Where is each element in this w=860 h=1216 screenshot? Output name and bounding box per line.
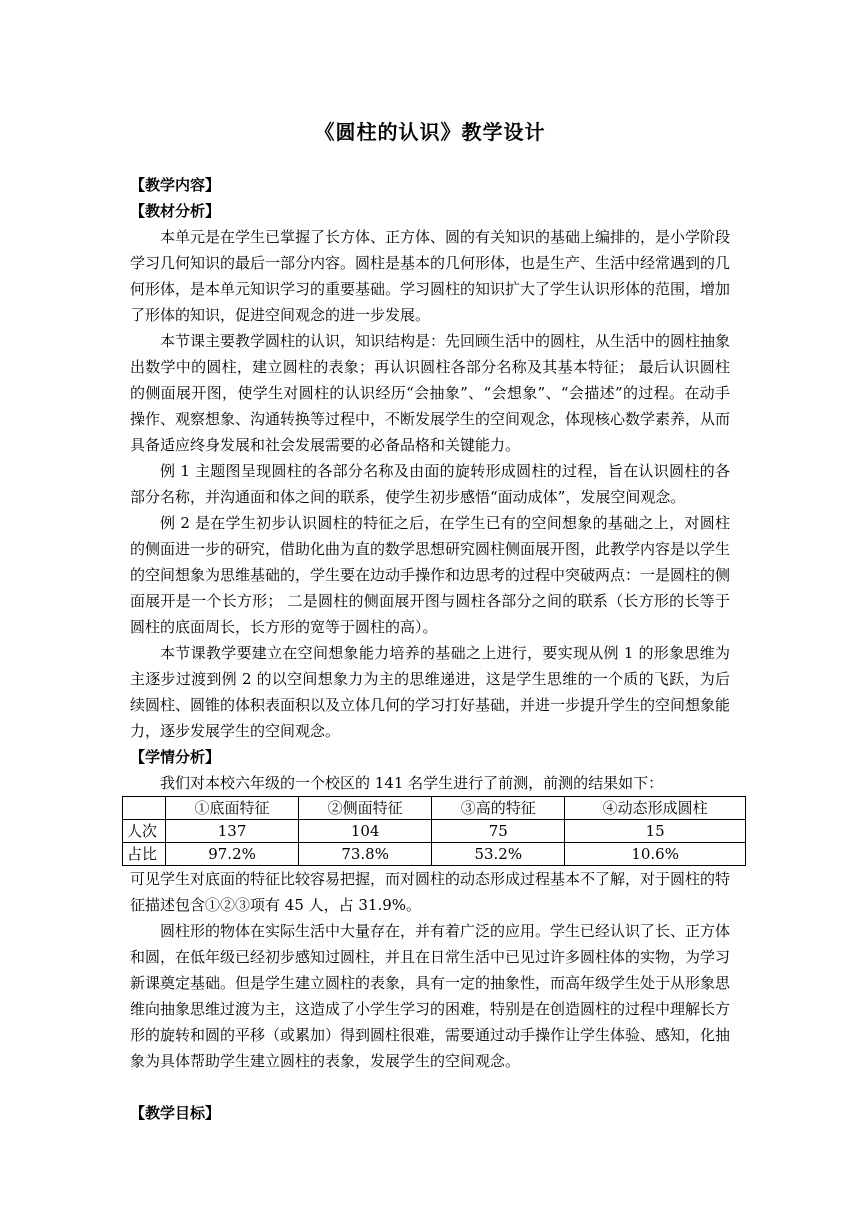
table-row: [123, 820, 746, 843]
table-header-cell: [123, 797, 166, 820]
table-cell: 137: [166, 820, 299, 843]
analysis-paragraph: 本单元是在学生已掌握了长方体、正方体、圆的有关知识的基础上编排的，是小学阶段学习几何知识的最后一部分内容。圆柱是基本的几何形体，也是生产、生活中经常遇到的几何形体，是本单元知识学习的重要基础。学习圆柱的知识扩大了学生认识形体的范围，增加了形体的知识，促进空间观念的进一步发展。: [130, 228, 731, 324]
table-cell: 104: [299, 820, 432, 843]
section-heading-material-analysis: 【教材分析】: [130, 202, 221, 220]
survey-results-table: [122, 796, 746, 866]
table-row: [123, 843, 746, 866]
analysis-paragraph: 本节课教学要建立在空间想象能力培养的基础之上进行，要实现从例 1 的形象思维为主逐步过渡到例 2 的以空间想象力为主的思维递进，这是学生思维的一个质的飞跃，为后续圆柱、圆锥的体积表面积以及立体几何的学习打好基础，并进一步提升学生的空间想象能力，逐步发展学生的空间观念。: [130, 644, 731, 740]
learner-paragraph: 圆柱形的物体在实际生活中大量存在，并有着广泛的应用。学生已经认识了长、正方体和圆，在低年级已经初步感知过圆柱，并且在日常生活中已见过许多圆柱体的实物，为学习新课奠定基础。但是学生建立圆柱的表象，具有一定的抽象性，而高年级学生处于从形象思维向抽象思维过渡为主，这造成了小学生学习的困难，特别是在创造圆柱的过程中理解长方形的旋转和圆的平移（或累加）得到圆柱很难，需要通过动手操作让学生体验、感知，化抽象为具体帮助学生建立圆柱的表象，发展学生的空间观念。: [130, 922, 731, 1070]
table-cell: 占比: [123, 843, 166, 866]
blank-line: [130, 1074, 730, 1100]
table-cell: 53.2%: [432, 843, 565, 866]
table-header-cell: ③高的特征: [432, 797, 565, 820]
table-cell: 15: [565, 820, 746, 843]
table-cell: 97.2%: [166, 843, 299, 866]
analysis-paragraph: 例 1 主题图呈现圆柱的各部分名称及由面的旋转形成圆柱的过程，旨在认识圆柱的各部分名称，并沟通面和体之间的联系，使学生初步感悟“面动成体”，发展空间观念。: [130, 462, 730, 506]
table-header-cell: ①底面特征: [166, 797, 299, 820]
section-heading-teaching-goals: 【教学目标】: [130, 1104, 221, 1122]
document-body: [127, 172, 731, 1126]
table-cell: 73.8%: [299, 843, 432, 866]
survey-intro: 我们对本校六年级的一个校区的 141 名学生进行了前测，前测的结果如下：: [160, 774, 664, 792]
survey-conclusion: 可见学生对底面的特征比较容易把握，而对圆柱的动态形成过程基本不了解，对于圆柱的特征描述包含①②③项有 45 人，占 31.9%。: [130, 870, 731, 914]
analysis-paragraph: 例 2 是在学生初步认识圆柱的特征之后，在学生已有的空间想象的基础之上，对圆柱的侧面进一步的研究，借助化曲为直的数学思想研究圆柱侧面展开图，此教学内容是以学生的空间想象为思维基础的，学生要在边动手操作和边思考的过程中突破两点：一是圆柱的侧面展开是一个长方形； 二是圆柱的侧面展开图与圆柱各部分之间的联系（长方形的长等于圆柱的底面周长，长方形的宽等于圆柱的高）。: [130, 514, 731, 636]
analysis-paragraph: 本节课主要教学圆柱的认识，知识结构是：先回顾生活中的圆柱，从生活中的圆柱抽象出数学中的圆柱，建立圆柱的表象；再认识圆柱各部分名称及其基本特征； 最后认识圆柱的侧面展开图，使学生对圆柱的认识经历“会抽象”、“会想象”、“会描述”的过程。在动手操作、观察想象、沟通转换等过程中，不断发展学生的空间观念，体现核心数学素养，从而具备适应终身发展和社会发展需要的必备品格和关键能力。: [130, 332, 731, 454]
document-title: 《圆柱的认识》教学设计: [314, 120, 546, 144]
section-heading-learner-analysis: 【学情分析】: [130, 748, 221, 766]
table-cell: 10.6%: [565, 843, 746, 866]
table-cell: 人次: [123, 820, 166, 843]
table-cell: 75: [432, 820, 565, 843]
table-header-cell: ④动态形成圆柱: [565, 797, 746, 820]
section-heading-teaching-content: 【教学内容】: [130, 176, 221, 194]
table-header-row: [123, 797, 746, 820]
table-header-cell: ②侧面特征: [299, 797, 432, 820]
